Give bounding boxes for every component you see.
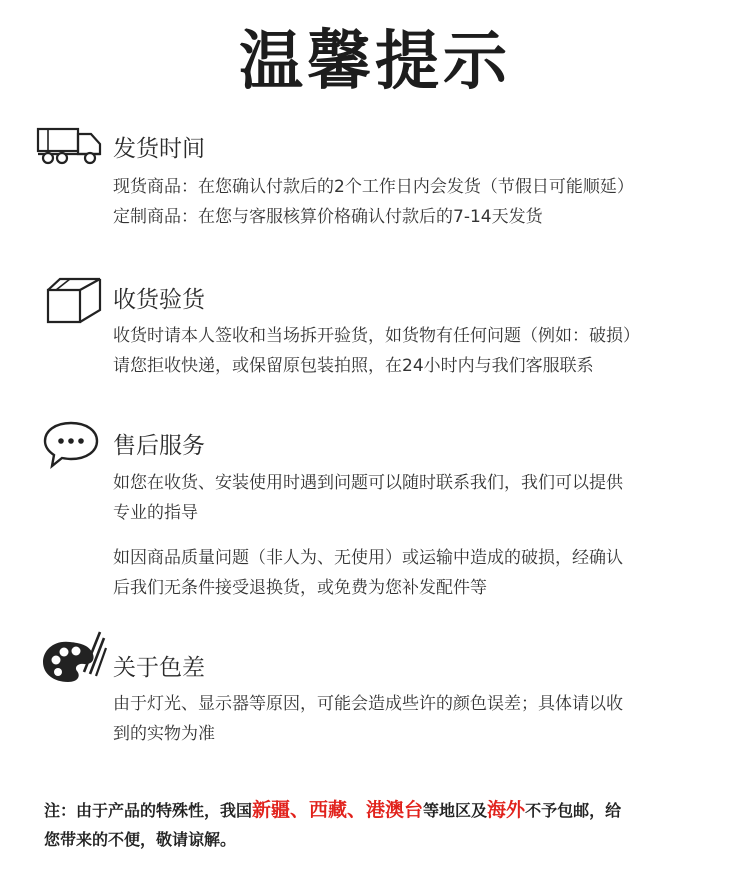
section-heading-after-sales: 售后服务 (113, 433, 205, 459)
after-sales-line-1: 如您在收货、安装使用时遇到问题可以随时联系我们，我们可以提供 (113, 473, 623, 493)
truck-icon (36, 126, 104, 166)
receiving-line-1: 收货时请本人签收和当场拆开验货，如货物有任何问题（例如：破损） (113, 326, 640, 346)
shipping-note-line-2: 您带来的不便，敬请谅解。 (44, 830, 237, 849)
note-middle: 等地区及 (423, 801, 488, 820)
note-suffix: 不予包邮，给 (525, 801, 622, 820)
palette-icon (40, 626, 108, 688)
section-heading-color-difference: 关于色差 (113, 655, 205, 681)
after-sales-line-4: 后我们无条件接受退换货，或免费为您补发配件等 (113, 578, 487, 598)
section-heading-shipping: 发货时间 (113, 136, 205, 162)
chat-bubble-icon (42, 420, 100, 470)
shipping-line-1: 现货商品：在您确认付款后的2个工作日内会发货（节假日可能顺延） (113, 177, 634, 197)
color-line-2: 到的实物为准 (113, 724, 215, 744)
box-icon (44, 276, 104, 324)
shipping-note (44, 798, 621, 823)
receiving-line-2: 请您拒收快递，或保留原包装拍照，在24小时内与我们客服联系 (113, 356, 594, 376)
shipping-line-2: 定制商品：在您与客服核算价格确认付款后的7-14天发货 (113, 207, 543, 227)
page-title: 温馨提示 (239, 25, 511, 99)
note-region-1: 新疆、西藏、港澳台 (252, 799, 424, 821)
after-sales-line-3: 如因商品质量问题（非人为、无使用）或运输中造成的破损，经确认 (113, 548, 623, 568)
note-prefix: 注：由于产品的特殊性，我国 (44, 801, 253, 820)
note-region-2: 海外 (487, 799, 526, 821)
after-sales-line-2: 专业的指导 (113, 503, 198, 523)
color-line-1: 由于灯光、显示器等原因，可能会造成些许的颜色误差；具体请以收 (113, 694, 623, 714)
section-heading-receiving: 收货验货 (113, 287, 205, 313)
